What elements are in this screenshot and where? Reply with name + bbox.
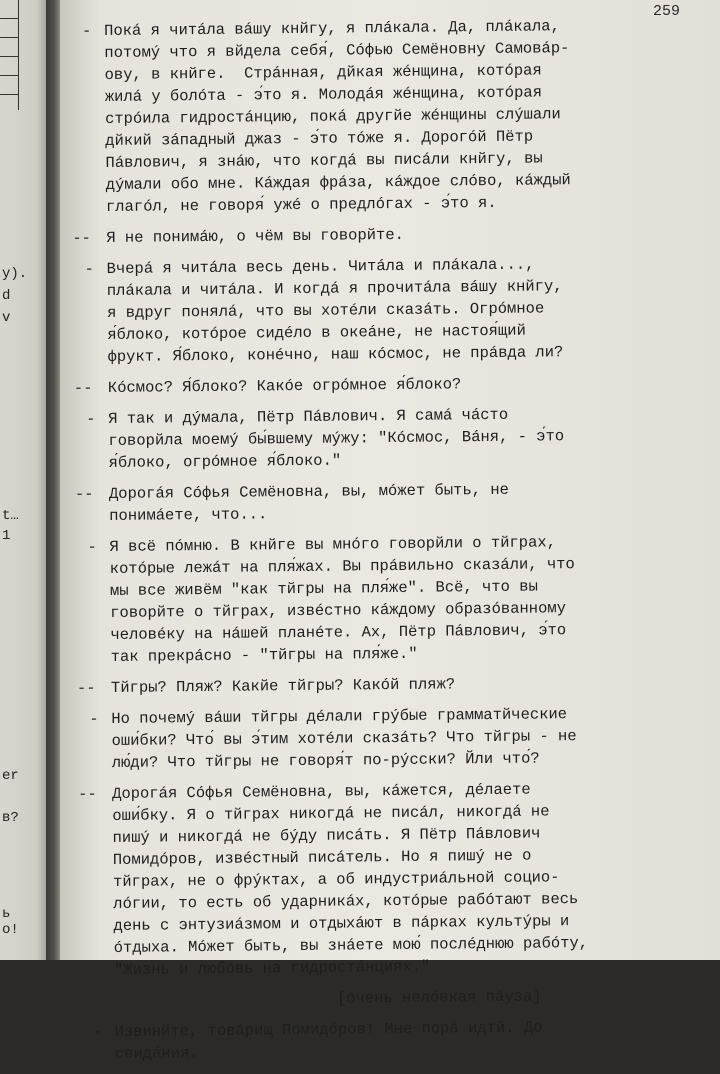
left-page-fragment: в? [2, 810, 19, 826]
text-line: дýмали обо мне. Кáждая фрáза, кáждое слóво, кáждый [105, 171, 571, 194]
text-line: я́блоко, котóрое сидéло в океáне, не настоя́щий [107, 321, 526, 344]
speaker-dash: - [92, 1023, 103, 1042]
left-page-fragment: о! [2, 922, 19, 938]
text-line: потомý что я вйдела себя́, Сóфью Семёновну Самовáр- [104, 39, 570, 62]
left-page-fragment: er [2, 768, 19, 784]
text-line: глагóл, не говоря́ ужé о предлóгах - э́то я. [105, 193, 497, 216]
text-line: говорйте о тйграх, извéстно кáждому образóванному [110, 599, 567, 622]
text-line: день с энтузиáзмом и отдыхáют в пáрках культýры и [113, 912, 570, 935]
left-page-fragment: t… [2, 508, 19, 524]
text-line: фрукт. Я́блоко, конéчно, наш кóсмос, не прáвда ли? [107, 343, 564, 366]
text-line: оши́бку. Я о тйграх никогдá не писáл, никогдá не [112, 802, 550, 825]
speaker-dash: - [87, 538, 97, 557]
text-line: мы все живём "как тйгры на пля́же". Всё, что вы [109, 577, 538, 600]
text-line: Кóсмос? Я́блоко? Какóе огрóмное я́блоко? [107, 375, 462, 397]
text-line: плáкала и читáла. И когдá я прочитáла вáшу кнйгу, [106, 277, 563, 300]
text-line: Пáвлович, я знáю, что когдá вы писáли кнйгу, вы [105, 149, 543, 172]
dialogue-line [92, 1015, 720, 1065]
text-line: Я не понимáю, о чём вы говорйте. [106, 225, 405, 247]
dialogue-line [73, 371, 718, 399]
text-line: тйграх, не о фрýктах, а об индустриáльной социо- [112, 868, 560, 891]
text-line: Я всё пóмню. В кнйге вы мнóго говорйли о тйграх, [109, 533, 557, 556]
dialogue-line [89, 702, 720, 774]
stage-direction [114, 984, 720, 1012]
text-line: Тйгры? Пляж? Какйе тйгры? Какóй пляж? [110, 675, 456, 697]
dialogue-line [72, 221, 716, 249]
left-page [0, 0, 46, 960]
text-line: Помидóров, извéстный писáтель. Но я пишý не о [112, 846, 532, 869]
text-line: пишý и никогдá не бýду писáть. Я Пётр Пáвлович [112, 824, 541, 847]
left-page-fragment: d [2, 288, 11, 304]
text-line: Но почемý вáши тйгры дéлали грýбые грамматйческие [111, 705, 568, 728]
left-page-fragment: y). [2, 266, 28, 282]
speaker-dash: -- [78, 785, 97, 804]
text-line: говорйла моемý бы́вшему мýжу: "Кóсмос, Вáня, - э́то [108, 427, 565, 450]
dialogue-line [82, 14, 716, 218]
speaker-dash: - [86, 410, 96, 429]
right-page [60, 0, 720, 1063]
speaker-dash: -- [73, 379, 93, 398]
text-line: "Жизнь и любóвь на гидростáнциях." [113, 957, 431, 979]
speaker-dash: -- [74, 485, 94, 504]
text-line: Я так и дýмала, Пётр Пáвлович. Я самá чáсто [108, 405, 509, 428]
text-line: оши́бки? Что́ вы э́тим хотéли сказáть? Что тйгры - не [111, 727, 577, 750]
text-line: жилá у болóта - э́то я. Молодáя жéнщина, котóрая [104, 83, 543, 106]
left-page-fragment: ь [2, 906, 11, 922]
speaker-dash: -- [76, 679, 96, 698]
text-line: óтдыха. Мóжет быть, вы знáете мою́ послéднюю рабóту, [113, 933, 589, 957]
text-line: Дорогáя Сóфья Семёновна, вы, кáжется, дéлаете [112, 780, 531, 803]
left-page-fragment: 1 [2, 528, 11, 544]
speaker-dash: -- [72, 229, 91, 248]
speaker-dash: - [89, 710, 99, 729]
text-line: дйкий зáпадный джаз - э́то тóже я. Дорогóй Пётр [105, 127, 534, 150]
dialogue-line [78, 777, 720, 981]
text-line: ову, в кнйге. Стрáнная, дйкая жéнщина, котóрая [104, 61, 542, 84]
text-line: так прекрáсно - "тйгры на пля́же." [110, 644, 418, 666]
play-text [72, 14, 720, 1074]
text-line: понимáете, что... [109, 505, 268, 525]
dialogue-line [87, 530, 720, 668]
page-number: 259 [652, 3, 680, 20]
speaker-dash: - [82, 22, 92, 41]
text-line: свидáния. [114, 1044, 199, 1063]
text-line: котóрые лежáт на пля́жах. Вы прáвильно сказáли, что [109, 555, 575, 578]
dialogue-line [74, 477, 719, 527]
dialogue-line [76, 671, 720, 699]
book-gutter [46, 0, 60, 960]
text-line: лóгии, то есть об ударникáх, котóрые рабóтают весь [113, 890, 579, 913]
speaker-dash: - [84, 260, 95, 279]
text-line: Дорогáя Сóфья Семёновна, вы, мóжет быть, не [108, 480, 510, 503]
text-line: я вдруг понялá, что вы хотéли сказáть. Огрóмное [106, 299, 545, 322]
text-line: лю́ди? Что тйгры не говоря́т по-рýсски? Йли что́? [111, 749, 540, 772]
left-page-fragment: v [2, 310, 11, 326]
text-line: стрóила гидростáнцию, покá другйе жéнщины слýшали [104, 105, 561, 128]
text-line: Вчерá я читáла весь день. Читáла и плáкала..., [106, 255, 535, 278]
text-line: я́блоко, огрóмное я́блоко." [108, 451, 342, 472]
left-page-table [0, 0, 19, 110]
dialogue-line [84, 252, 717, 368]
text-line: Извинйте, товáрищ Помидóров! Мне порá идтй. До [114, 1018, 543, 1041]
text-line: [óчень нелóвкая пáуза] [336, 987, 542, 1008]
text-line: человéку на нáшей планéте. Ах, Пётр Пáвлович, э́то [110, 621, 567, 644]
text-line: Покá я читáла вáшу кнйгу, я плáкала. Да, плáкала, [104, 17, 560, 40]
dialogue-line [86, 402, 719, 474]
